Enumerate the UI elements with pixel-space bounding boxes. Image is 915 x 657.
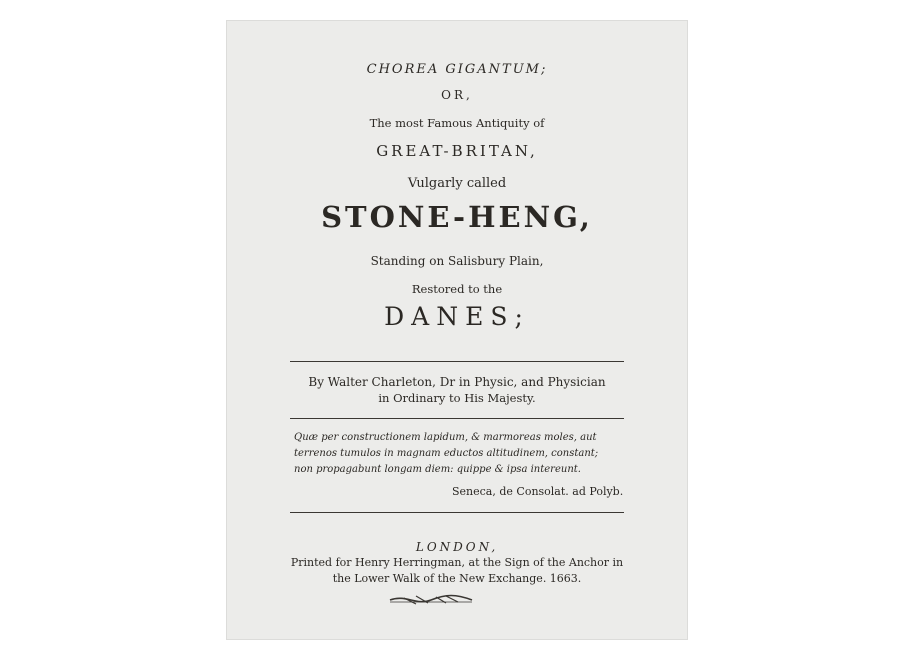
quote-source: Seneca, de Consolat. ad Polyb. [452,485,624,498]
quote-line-2: terrenos tumulos in magnam eductos altitudinem, constant; [294,448,599,459]
or-line: OR, [441,88,473,102]
restored-line: Restored to the [411,282,503,296]
title-page [226,20,688,640]
author-line-2: in Ordinary to His Majesty. [378,391,536,405]
country-line: GREAT-BRITAN, [376,142,538,160]
rule-bottom [290,512,624,513]
quote-line-1: Quæ per constructionem lapidum, & marmoreas moles, aut [294,432,597,443]
vulgarly-line: Vulgarly called [407,176,507,191]
danes-line: DANES; [384,302,530,331]
standing-line: Standing on Salisbury Plain, [370,254,544,268]
imprint-line-2: the Lower Walk of the New Exchange. 1663. [332,572,582,585]
ornament-icon [386,590,476,610]
subtitle-line: The most Famous Antiquity of [369,116,545,130]
latin-title: CHOREA GIGANTUM; [366,62,548,77]
author-line-1: By Walter Charleton, Dr in Physic, and Physician [308,375,606,389]
main-title: STONE-HENG, [321,200,593,234]
rule-middle [290,418,624,419]
imprint-line-1: Printed for Henry Herringman, at the Sign of the Anchor in [290,556,624,569]
rule-top [290,361,624,362]
quote-line-3: non propagabunt longam diem: quippe & ipsa intereunt. [294,464,581,475]
city-line: LONDON, [415,540,499,554]
